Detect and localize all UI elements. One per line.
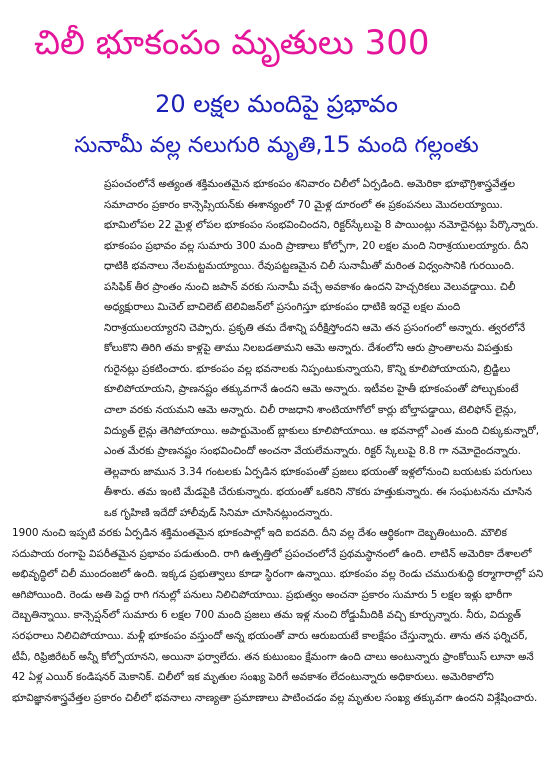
subheadline-impact: 20 లక్షల మందిపై ప్రభావం — [155, 90, 398, 118]
headline: చిలీ భూకంపం మృతులు 300 — [34, 23, 430, 63]
article-body — [12, 174, 544, 708]
article-paragraph-2: 1900 నుంచి ఇప్పటి వరకు ఏర్పడిన శక్తిమంతమైన భూకంపాల్లో ఇది ఐదవది. దీని వల్ల దేశం ఆర్థికంగా దెబ్బతింటుంది. మౌలిక సదుపాయ రంగాపై విపరీతమైన ప్రభావం పడుతుంది. రాగి ఉత్పత్తిలో ప్రపంచంలోనే ప్రథమస్థానంలో ఉంది. లాటిన్ అమెరికా దేశాలలో అభివృద్ధిలో చిలీ ముందంజలో ఉంది. ఇక్కడ ప్రభుత్వాలు కూడా స్థిరంగా ఉన్నాయి. భూకంపం వల్ల రెండు చమురుశుద్ధి కర్మాగారాల్లో పని ఆగిపోయింది. రెండు అతి పెద్ద రాగి గనుల్లో పనులు నిలిచిపోయాయి. ప్రభుత్వం అంచనా ప్రకారం సుమారు 5 లక్షల ఇళ్లు భారీగా దెబ్బతిన్నాయి. కాన్సెప్షన్‌లో సుమారు 6 లక్షల 700 మంది ప్రజలు తమ ఇళ్ల నుంచి రోడ్డుమీదికి వచ్చి కూర్చున్నారు. నీరు, విద్యుత్ సరఫరాలు నిలిచిపోయాయి. మళ్లీ భూకంపం వస్తుందో అన్న భయంతో వారు ఆరుబయటే కాలక్షేపం చేస్తున్నారు. తాను తన ఫర్నిచర్, టీవీ, రిఫ్రిజిరేటర్ అన్నీ కోల్పోయానని, అయినా ఫర్వాలేదు. తన కుటుంబం క్షేమంగా ఉంది చాలు అంటున్నారు ఫ్రాంకోయిస్ లూనా అనే 42 ఏళ్ల ఎయిర్ కండిషనర్ మెకానిక్. చిలీలో ఇక మృతుల సంఖ్య పెరిగే అవకాశం లేదంటున్నారు అధికారులు. అమెరికాలోని భూవిజ్ఞానశాస్త్రవేత్తల ప్రకారం చిలీలో భవనాలు నాణ్యతా ప్రమాణాలు పాటించడం వల్ల మృతుల సంఖ్య తక్కువగా ఉందని విశ్లేషించారు. — [12, 527, 544, 704]
article-paragraph-1: ప్రపంచంలోనే అత్యంత శక్తిమంతమైన భూకంపం శనివారం చిలీలో ఏర్పడింది. అమెరికా భూభౌగ్రిశాస్త్రవేత్తల సమాచారం ప్రకారం కాన్సెప్సియన్‌కు ఈశాన్యంలో 70 మైళ్ల దూరంలో ఈ ప్రకంపనలు మొదలయ్యాయి. భూమిలోపల 22 మైళ్ల లోపల భూకంపం సంభవించిందని, రిక్టర్‌స్కేలుపై 8 పాయింట్లు నమోదైనట్లు పేర్కొన్నారు. భూకంపం ప్రభావం వల్ల సుమారు 300 మంది ప్రాణాలు కోల్పోగా, 20 లక్షల మంది నిరాశ్రయులయ్యారు. దీని ధాటికి భవనాలు నేలమట్టమయ్యాయి. రేవుపట్టణమైన చిలీ సునామీతో మరింత విధ్వంసానికి గురయింది. పసిఫిక్ తీర ప్రాంతం నుంచి జపాన్ వరకు సునామీ వచ్చే అవకాశం ఉందని హెచ్చరికలు వెలువడ్డాయి. చిలీ అధ్యక్షురాలు మిచెల్ బాచిలెట్ టెలివిజన్‌లో ప్రసంగిస్తూ భూకంపం ధాటికి ఇరవై లక్షల మంది నిరాశ్రయులయ్యారని చెప్పారు. ప్రకృతి తమ దేశాన్ని పరీక్షిస్తోందని ఆమె తన ప్రసంగంలో అన్నారు. త్వరలోనే కోలుకొని తిరిగి తమ కాళ్లపై తాము నిలబడతామని ఆమె అన్నారు. దేశంలోని ఆరు ప్రాంతాలను విపత్తుకు గురైనట్లు ప్రకటించారు. భూకంపం వల్ల భవనాలకు నిప్పంటుకున్నాయని, కొన్ని కూలిపోయాయని, బ్రిడ్జిలు కూలిపోయాయని, ప్రాణనష్టం తక్కువగానే ఉందని ఆమె అన్నారు. ఇటీవల హైతీ భూకంపంతో పోల్చుకుంటే చాలా వరకు నయమని ఆమె అన్నారు. చిలీ రాజధాని శాంటియాగోలో కార్లు బోల్తాపడ్డాయి, టెలిఫోన్ లైన్లు, విద్యుత్ లైన్లు తెగిపోయాయి. అపార్టుమెంట్ బ్లాకులు కూలిపోయాయి. ఆ భవనాల్లో ఎంత మంది చిక్కుకున్నారో, ఎంత మేరకు ప్రాణనష్టం సంభవించిందో అంచనా వేయలేమన్నారు. రిక్టర్ స్కేలుపై 8.8 గా నమోదైందన్నారు. తెల్లవారు జామున 3.34 గంటలకు ఏర్పడిన భూకంపంతో ప్రజలు భయంతో ఇళ్లలోనుంచి బయటకు పరుగులు తీశారు. తమ ఇంటి మేడపైకి చేరుకున్నారు. భయంతో ఒకరిని నొకరు హత్తుకున్నారు. ఈ సంఘటనను చూసిన ఒక గృహిణి ఇదేదో హాలీవుడ్ సినిమా చూసినట్లుందన్నారు. — [104, 178, 539, 519]
subheadline-tsunami: సునామీ వల్ల నలుగురి మృతి,15 మంది గల్లంతు — [74, 133, 479, 158]
